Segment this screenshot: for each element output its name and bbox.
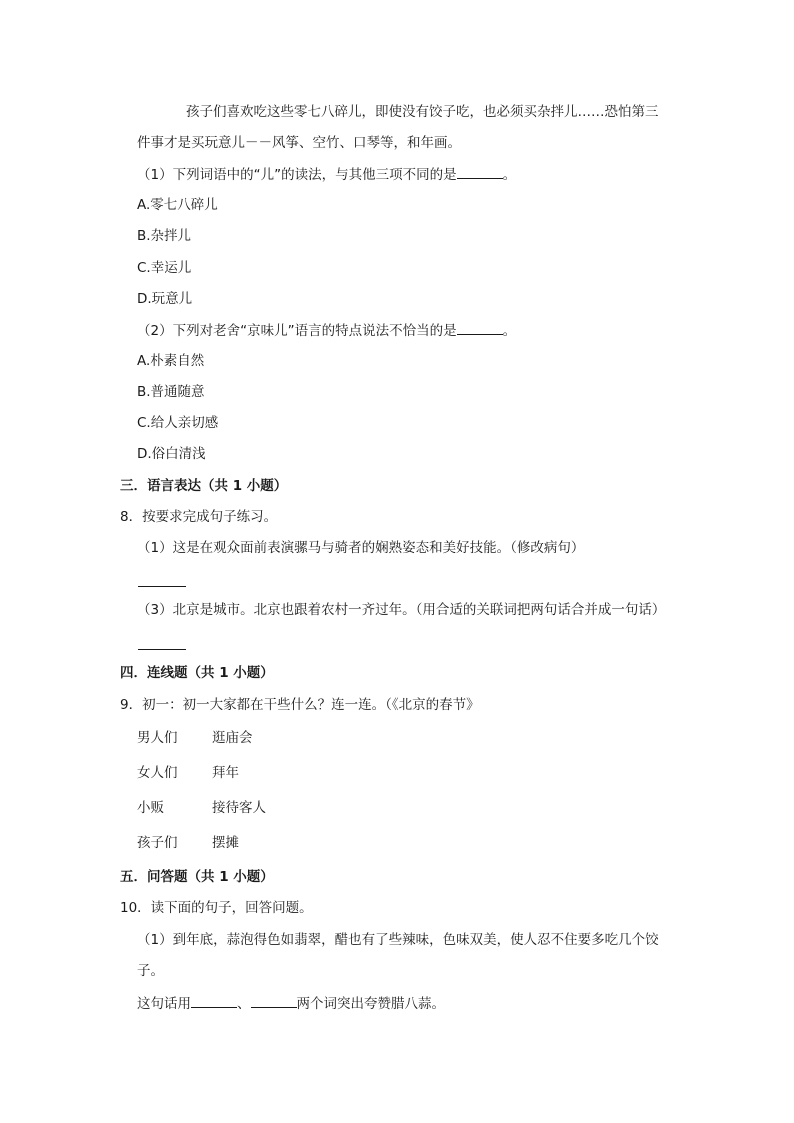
q10-answer-sep: 、 (237, 996, 251, 1012)
passage-line-2: 件事才是买玩意儿－－风筝、空竹、口琴等，和年画。 (137, 135, 461, 151)
match-row (137, 798, 266, 818)
q8-sub1-answer-blank[interactable] (138, 585, 186, 587)
match-left-item[interactable]: 小贩 (137, 800, 164, 816)
q7-sub2-option-b: B.普通随意 (137, 384, 205, 400)
q7-sub1-option-c: C.幸运儿 (137, 260, 192, 276)
match-row (137, 763, 239, 783)
q8-sub3: （3）北京是城市。北京也跟着农村一齐过年。（用合适的关联词把两句话合并成一句话） (137, 602, 666, 618)
match-left-item[interactable]: 男人们 (137, 730, 178, 746)
answer-blank[interactable] (457, 164, 503, 179)
q8-title: 8．按要求完成句子练习。 (120, 509, 278, 525)
match-right-item[interactable]: 摆摊 (212, 835, 239, 851)
q10-sub1-line-1: （1）到年底，蒜泡得色如翡翠，醋也有了些辣味，色味双美，使人忍不住要多吃几个饺 (137, 932, 659, 948)
answer-blank[interactable] (457, 320, 503, 335)
section-3-heading: 三．语言表达（共 1 小题） (120, 478, 288, 494)
answer-blank[interactable] (191, 993, 237, 1008)
match-right-item[interactable]: 逛庙会 (212, 730, 253, 746)
q7-sub1-option-a: A.零七八碎儿 (137, 197, 218, 213)
answer-blank[interactable] (251, 993, 297, 1008)
q10-answer-prefix: 这句话用 (137, 996, 191, 1012)
match-left-item[interactable]: 女人们 (137, 765, 178, 781)
q7-sub1-stem-text: （1）下列词语中的“儿”的读法，与其他三项不同的是 (137, 167, 457, 183)
section-4-heading: 四．连线题（共 1 小题） (120, 665, 274, 681)
q7-sub1-option-d: D.玩意儿 (137, 291, 193, 307)
q7-sub1-stem-end: 。 (502, 167, 517, 183)
passage-line-1: 孩子们喜欢吃这些零七八碎儿，即使没有饺子吃，也必须买杂拌儿……恐怕第三 (186, 104, 659, 120)
q7-sub1-stem (137, 164, 516, 185)
section-5-heading: 五．问答题（共 1 小题） (120, 869, 274, 885)
q10-answer-line (137, 993, 445, 1014)
q8-sub1: （1）这是在观众面前表演骡马与骑者的娴熟姿态和美好技能。（修改病句） (137, 540, 585, 556)
q9-title: 9．初一：初一大家都在干些什么？连一连。（《北京的春节》 (120, 697, 480, 713)
match-right-item[interactable]: 接待客人 (212, 800, 266, 816)
q10-title: 10．读下面的句子，回答问题。 (120, 900, 313, 916)
q7-sub2-stem-text: （2）下列对老舍“京味儿”语言的特点说法不恰当的是 (137, 323, 457, 339)
q7-sub2-option-a: A.朴素自然 (137, 353, 205, 369)
match-right-item[interactable]: 拜年 (212, 765, 239, 781)
match-row (137, 833, 239, 853)
q10-answer-suffix: 两个词突出夸赞腊八蒜。 (296, 996, 445, 1012)
match-left-item[interactable]: 孩子们 (137, 835, 178, 851)
q8-sub3-answer-blank[interactable] (138, 648, 186, 650)
match-row (137, 728, 253, 748)
q7-sub2-option-d: D.俗白清浅 (137, 446, 206, 462)
q7-sub2-stem (137, 320, 516, 341)
q7-sub2-stem-end: 。 (502, 323, 517, 339)
q7-sub1-option-b: B.杂拌儿 (137, 228, 192, 244)
q10-sub1-line-2: 子。 (137, 963, 164, 979)
q7-sub2-option-c: C.给人亲切感 (137, 415, 219, 431)
